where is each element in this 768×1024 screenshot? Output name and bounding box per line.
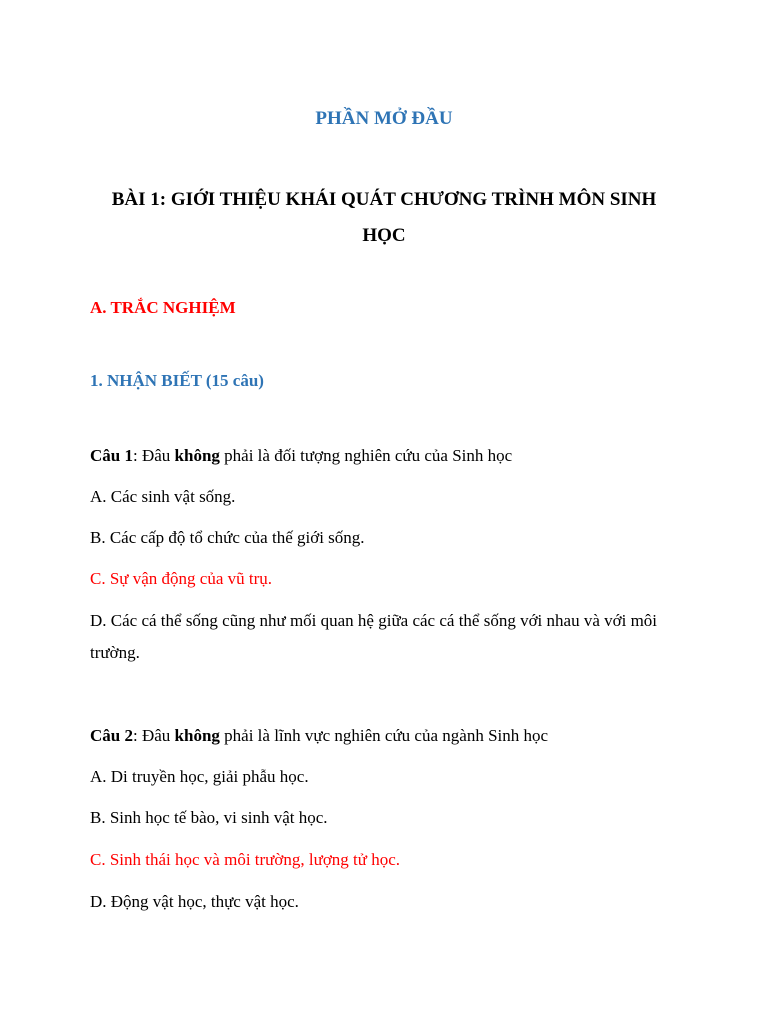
question-1 — [90, 446, 690, 466]
question-stem-emphasis: không — [174, 726, 220, 745]
question-stem-pre: : Đâu — [132, 726, 175, 745]
option-a: A. Di truyền học, giải phẫu học. — [90, 767, 309, 786]
question-label: Câu 2 — [90, 726, 133, 745]
question-2 — [90, 726, 690, 746]
option-d: D. Động vật học, thực vật học. — [90, 892, 299, 911]
question-stem-emphasis: không — [174, 446, 220, 465]
question-stem-post: phải là đối tượng nghiên cứu của Sinh học — [219, 446, 513, 465]
option-b: B. Sinh học tế bào, vi sinh vật học. — [90, 808, 328, 827]
question-label: Câu 1 — [90, 446, 133, 465]
option-c-correct: C. Sự vận động của vũ trụ. — [90, 569, 273, 588]
option-d: D. Các cá thể sống cũng như mối quan hệ giữa các cá thể sống với nhau và với môi trường. — [90, 611, 658, 662]
part-title: PHẦN MỞ ĐẦU — [315, 108, 453, 129]
question-stem-post: phải là lĩnh vực nghiên cứu của ngành Sinh học — [219, 726, 549, 745]
option-c-correct: C. Sinh thái học và môi trường, lượng tử học. — [90, 850, 401, 869]
question-stem-pre: : Đâu — [132, 446, 175, 465]
lesson-title: BÀI 1: GIỚI THIỆU KHÁI QUÁT CHƯƠNG TRÌNH MÔN SINH HỌC — [111, 189, 657, 246]
level-title: 1. NHẬN BIẾT (15 câu) — [90, 371, 264, 390]
option-a: A. Các sinh vật sống. — [90, 487, 236, 506]
section-title: A. TRẮC NGHIỆM — [90, 298, 236, 317]
option-b: B. Các cấp độ tổ chức của thế giới sống. — [90, 528, 365, 547]
